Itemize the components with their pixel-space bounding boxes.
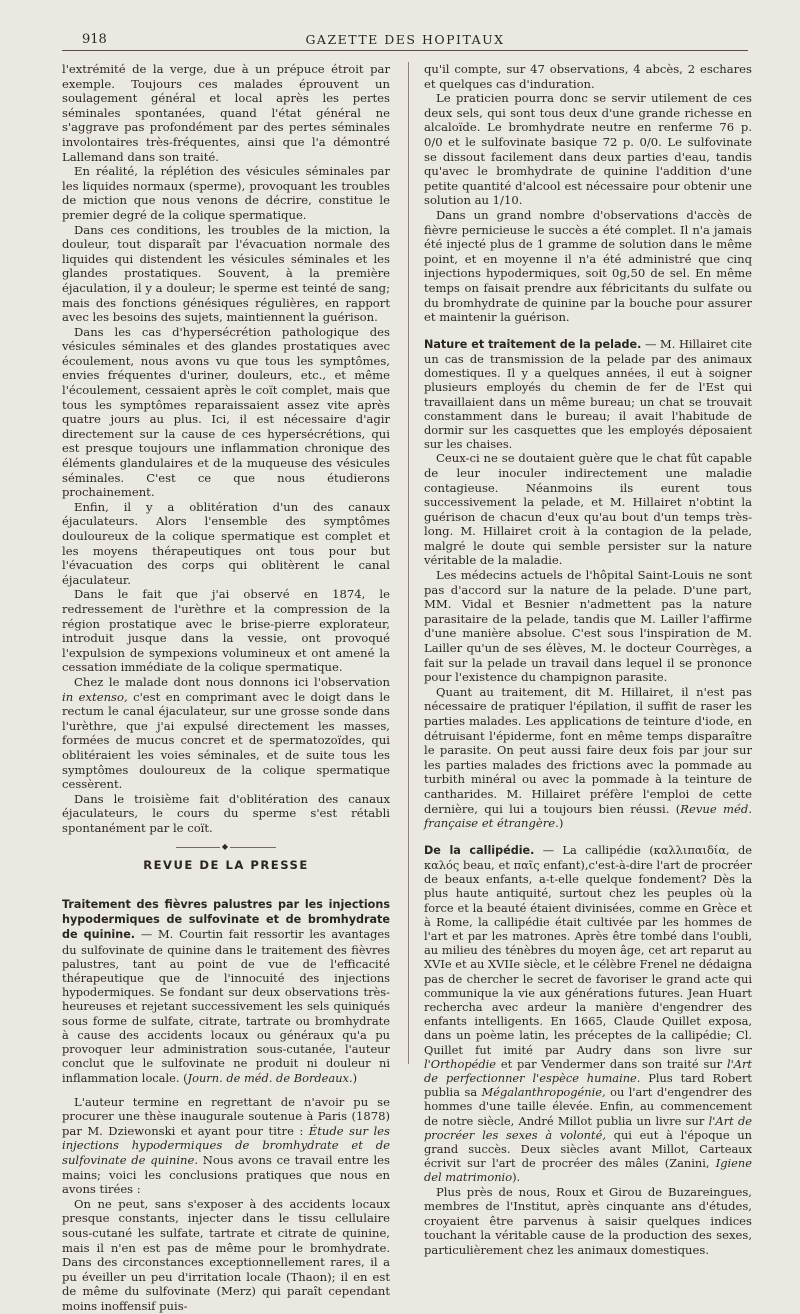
paragraph: Plus près de nous, Roux et Girou de Buzareingues, membres de l'Institut, après cinquante ans d'études, croyaient être parvenus à saisir quelques indices touchant la véritable cause de la production des sexes, particulièrement chez les animaux domestiques. bbox=[424, 1184, 752, 1257]
article-body: — M. Hillairet cite un cas de transmission de la pelade par des animaux domestiques. Il y a quelques années, il eut à soigner plusieurs employés du chemin de fer de l'Est qui travaillaient dans un même bureau; un chat se trouvait constamment dans le bureau; il avait l'habitude de dormir sur les casquettes que les employés déposaient sur les chaises. bbox=[424, 336, 752, 452]
emphasis: l'Orthopédie bbox=[424, 1056, 497, 1071]
text-run: ). bbox=[512, 1170, 521, 1185]
text-run: Quant au traitement, dit M. Hillairet, il n'est pas nécessaire de pratiquer l'épilation, il suffit de raser les parties malades. Les applications de teinture d'iode, en détruisant l'épiderme, font en même temps disparaître le parasite. On peut aussi faire deux fois par jour sur les parties malades des frictions avec la pommade au turbith minéral ou avec la pommade à la teinture de cantharides. M. Hillairet préfère l'emploi de cette dernière, qui lui a toujours bien réussi. ( bbox=[424, 684, 752, 816]
paragraph: qu'il compte, sur 47 observations, 4 abcès, 2 eschares et quelques cas d'induration. bbox=[424, 62, 752, 91]
paragraph bbox=[62, 675, 390, 792]
article-heading-paragraph bbox=[424, 843, 752, 1185]
paragraph: En réalité, la réplétion des vésicules séminales par les liquides normaux (sperme), provoquant les troubles de miction que nous venons de décrire, constitue le premier degré de la colique spermatique. bbox=[62, 164, 390, 222]
article-body: — La callipédie (καλλιπαιδία, de καλός beau, et παῖς enfant),c'est-à-dire l'art de procréer de beaux enfants, a-t-elle quelque fondement? Dès la plus haute antiquité, surtout chez les peuples où la force et la beauté étaient divinisées, comme en Grèce et à Rome, la callipédie était cultivée par les hommes de l'art et par les matrones. Après être tombé dans l'oubli, au milieu des ténèbres du moyen âge, cet art reparut au XVIe et au XVIIe siècle, et le célèbre Frenel ne dédaigna pas de chercher le secret de favoriser le grand acte qui communique la vie aux générations futures. Jean Huart rechercha avec ardeur la manière d'engendrer des enfants intelligents. En 1665, Claude Quillet exposa, dans un poème latin, les préceptes de la callipédie; Cl. Quillet fut imité par Audry dans son livre sur bbox=[424, 842, 752, 1057]
article-title: Traitement des fièvres palustres par les injections hypodermiques de sulfovinate et de bromhydrate de quinine. bbox=[62, 898, 390, 942]
paragraph: Dans un grand nombre d'observations d'accès de fièvre pernicieuse le succès a été complet. Il n'a jamais été injecté plus de 1 gramme de solution dans le même point, et en moyenne il n'a été administré que cinq injections hypodermiques, soit 0g,50 de sel. En même temps on faisait prendre aux fébricitants du sulfate ou du bromhydrate de quinine par la bouche pour assurer et maintenir la guérison. bbox=[424, 207, 752, 325]
column-divider bbox=[408, 62, 409, 1064]
paragraph: Dans le fait que j'ai observé en 1874, le redressement de l'urèthre et la compression de la région prostatique avec le brise-pierre explorateur, introduit jusque dans la vessie, ont provoqué l'expulsion de sympexions volumineux et ont amené la cessation immédiate de la colique spermatique. bbox=[62, 587, 390, 675]
article-heading-paragraph bbox=[424, 337, 752, 452]
ornamental-divider bbox=[176, 842, 276, 852]
text-run: L'auteur termine en regrettant de n'avoir pu se procurer une thèse inaugurale soutenue à Paris (1878) par M. Dziewonski et ayant pour titre : bbox=[62, 1094, 390, 1138]
right-column bbox=[424, 62, 753, 1257]
spacer bbox=[62, 1085, 390, 1095]
text-run: ) bbox=[558, 816, 564, 831]
page-number: 918 bbox=[82, 32, 107, 47]
left-column bbox=[62, 62, 390, 1314]
paragraph bbox=[424, 685, 752, 831]
article-title: De la callipédie. bbox=[424, 843, 535, 857]
section-title: REVUE DE LA PRESSE bbox=[143, 858, 309, 873]
paragraph: Les médecins actuels de l'hôpital Saint-Louis ne sont pas d'accord sur la nature de la pelade. D'une part, MM. Vidal et Besnier n'admettent pas la nature parasitaire de la pelade, tandis que M. Lailler l'affirme d'une manière absolue. C'est sous l'inspiration de M. Lailler qu'un de ses élèves, M. le docteur Courrèges, a fait sur la pelade un travail dans lequel il se prononce pour l'existence du champignon parasite. bbox=[424, 568, 752, 685]
emphasis: Igiene del matrimonio bbox=[424, 1156, 752, 1185]
citation: Revue méd. française et étrangère. bbox=[424, 801, 753, 831]
text-run: et par Vendermer dans son traité sur bbox=[496, 1056, 727, 1071]
paragraph: Enfin, il y a oblitération d'un des canaux éjaculateurs. Alors l'ensemble des symptômes douloureux de la colique spermatique est complet et les moyens thérapeutiques ont tous pour but l'évacuation des corps qui oblitèrent le canal éjaculateur. bbox=[62, 499, 390, 587]
paragraph: Ceux-ci ne se doutaient guère que le chat fût capable de leur inoculer indirectement une maladie contagieuse. Néanmoins ils eurent tous successivement la pelade, et M. Hillairet n'obtint la guérison de chacun d'eux qu'au bout d'un temps très-long. M. Hillairet croit à la contagion de la pelade, malgré le doute qui semble persister sur la nature véritable de la maladie. bbox=[424, 451, 752, 568]
emphasis: l'Art de perfectionner l'espèce humaine. bbox=[424, 1056, 752, 1085]
paragraph: l'extrémité de la verge, due à un prépuce étroit par exemple. Toujours ces malades éprouvent un soulagement général et local après les pertes séminales spontanées, quand l'état général ne s'aggrave pas profondément par des pertes séminales involontaires très-fréquentes, ainsi que l'a démontré Lallemand dans son traité. bbox=[62, 62, 390, 164]
paragraph bbox=[62, 1095, 390, 1197]
text-run: ou l'art d'engendrer des hommes d'une taille élevée. Enfin, au commencement de notre siècle, André Millot publia un livre sur bbox=[424, 1085, 753, 1128]
citation: Journ. de méd. de Bordeaux. bbox=[187, 1070, 353, 1085]
text-run: c'est en comprimant avec le doigt dans le rectum le canal éjaculateur, sur une grosse sonde dans l'urèthre, que j'ai expulsé directement les masses, formées de mucus concret et de spermatozoïdes, qui oblitéraient les voies séminales, et de suite tous les symptômes douloureux de la colique spermatique cessèrent. bbox=[62, 689, 390, 792]
paragraph: On ne peut, sans s'exposer à des accidents locaux presque constants, injecter dans le tissu cellulaire sous-cutané les sulfate, tartrate et citrate de quinine, mais il n'en est pas de même pour le bromhydrate. Dans des circonstances exceptionnellement rares, il a pu éveiller un peu d'irritation locale (Thaon); il en est de même du sulfovinate (Merz) qui paraît cependant moins inoffensif puis- bbox=[62, 1196, 390, 1314]
paragraph: Dans ces conditions, les troubles de la miction, la douleur, tout disparaît par l'évacuation normale des liquides qui distendent les vésicules séminales et les glandes prostatiques. Souvent, à la première éjaculation, il y a douleur; le sperme est teinté de sang; mais des fonctions génésiques régulières, en rapport avec les besoins des sujets, maintiennent la guérison. bbox=[62, 222, 390, 325]
emphasis: Mégalanthropogénie, bbox=[481, 1085, 606, 1100]
page-header bbox=[62, 28, 748, 51]
text-run: Plus tard Robert publia sa bbox=[424, 1071, 752, 1100]
text-run: Nous avons ce travail entre les mains; voici les conclusions pratiques que nous en avons tirées : bbox=[62, 1153, 390, 1197]
emphasis: in extenso, bbox=[62, 689, 128, 704]
paragraph: Le praticien pourra donc se servir utilement de ces deux sels, qui sont tous deux d'une grande richesse en alcaloïde. Le bromhydrate neutre en renferme 76 p. 0/0 et le sulfovinate basique 72 p. 0/0. Le sulfovinate se dissout facilement dans deux parties d'eau, tandis qu'avec le bromhydrate de quinine l'addition d'une petite quantité d'alcool est nécessaire pour obtenir une solution au 1/10. bbox=[424, 91, 752, 208]
divider-ornament: ◆ bbox=[221, 842, 229, 852]
journal-title: GAZETTE DES HOPITAUX bbox=[305, 32, 505, 47]
article-title: Nature et traitement de la pelade. bbox=[424, 337, 642, 351]
emphasis: l'Art de procréer les sexes à volonté, bbox=[424, 1113, 752, 1142]
article-heading-paragraph bbox=[62, 897, 390, 1085]
text-run: ) bbox=[352, 1070, 358, 1085]
text-run: qui eut à l'époque un grand succès. Deux siècles avant Millot, Carteaux écrivit sur l'art de procréer des mâles (Zanini, bbox=[424, 1127, 753, 1171]
emphasis: Étude sur les injections hypodermiques de bromhydrate et de sulfovinate de quinine. bbox=[62, 1123, 390, 1168]
text-run: Chez le malade dont nous donnons ici l'observation bbox=[74, 674, 390, 689]
paragraph: Dans le troisième fait d'oblitération des canaux éjaculateurs, le cours du sperme s'est rétabli spontanément par le coït. bbox=[62, 791, 390, 835]
paragraph: Dans les cas d'hypersécrétion pathologique des vésicules séminales et des glandes prostatiques avec écoulement, nous avons vu que tous les symptômes, envies fréquentes d'uriner, douleurs, etc., et même l'écoulement, cessaient après le coït complet, mais que tous les symptômes reparaissaient assez vite après quatre jours au plus. Ici, il est nécessaire d'agir directement sur la cause de ces hypersécrétions, qui est presque toujours une inflammation chronique des éléments glandulaires et de la muqueuse des vésicules séminales. C'est ce que nous étudierons prochainement. bbox=[62, 324, 390, 500]
article-body: — M. Courtin fait ressortir les avantages du sulfovinate de quinine dans le traitement des fièvres palustres, tant au point de vue de l'efficacité thérapeutique que de l'innocuité des injections hypodermiques. Se fondant sur deux observations très-heureuses et rejetant successivement les sels quiniqués sous forme de sulfate, citrate, tartrate ou bromhydrate à cause des accidents locaux ou généraux qu'a pu provoquer leur administration sous-cutanée, l'auteur conclut que le sulfovinate ne produit ni douleur ni inflammation locale. ( bbox=[62, 927, 390, 1085]
